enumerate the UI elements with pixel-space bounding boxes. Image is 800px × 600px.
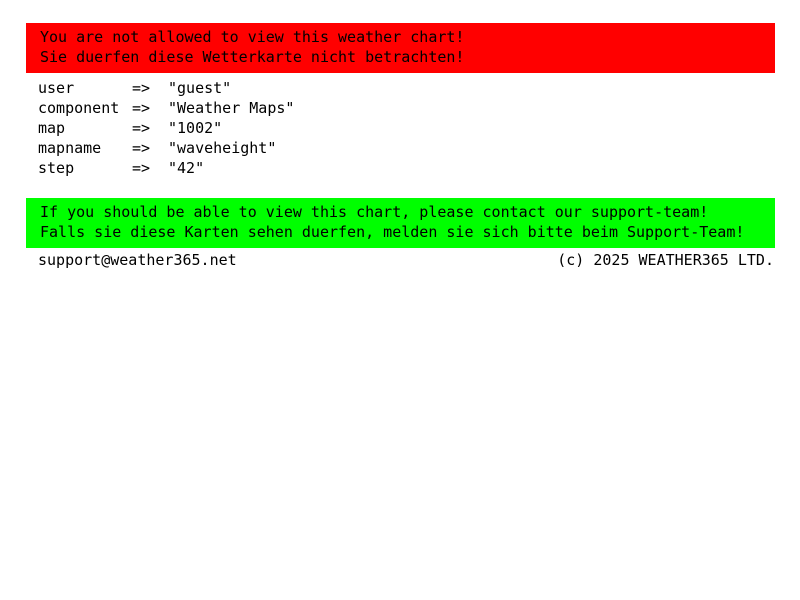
parameter-key: component: [38, 99, 120, 117]
info-banner-line-de: Falls sie diese Karten sehen duerfen, melden sie sich bitte beim Support-Team!: [40, 223, 745, 241]
error-banner: [26, 23, 775, 73]
error-banner-line-de: Sie duerfen diese Wetterkarte nicht betrachten!: [40, 48, 465, 66]
parameter-arrow: =>: [132, 119, 151, 137]
parameter-row-step: [38, 158, 294, 178]
parameter-row-user: [38, 78, 294, 98]
info-banner: [26, 198, 775, 248]
parameter-value: "guest": [168, 79, 232, 97]
parameter-arrow: =>: [132, 159, 151, 177]
parameter-key: user: [38, 79, 75, 97]
parameter-key: mapname: [38, 139, 102, 157]
parameter-key: step: [38, 159, 75, 177]
error-banner-line-en: You are not allowed to view this weather chart!: [40, 28, 465, 46]
parameter-arrow: =>: [132, 99, 151, 117]
footer: [38, 250, 774, 270]
support-email-link[interactable]: support@weather365.net: [38, 251, 237, 269]
parameter-arrow: =>: [132, 79, 151, 97]
parameter-value: "42": [168, 159, 205, 177]
parameter-row-map: [38, 118, 294, 138]
parameter-value: "1002": [168, 119, 223, 137]
parameter-list: [38, 78, 294, 178]
parameter-value: "Weather Maps": [168, 99, 295, 117]
parameter-key: map: [38, 119, 66, 137]
parameter-row-mapname: [38, 138, 294, 158]
parameter-row-component: [38, 98, 294, 118]
parameter-arrow: =>: [132, 139, 151, 157]
parameter-value: "waveheight": [168, 139, 277, 157]
copyright-text: (c) 2025 WEATHER365 LTD.: [557, 251, 774, 269]
info-banner-line-en: If you should be able to view this chart, please contact our support-team!: [40, 203, 709, 221]
